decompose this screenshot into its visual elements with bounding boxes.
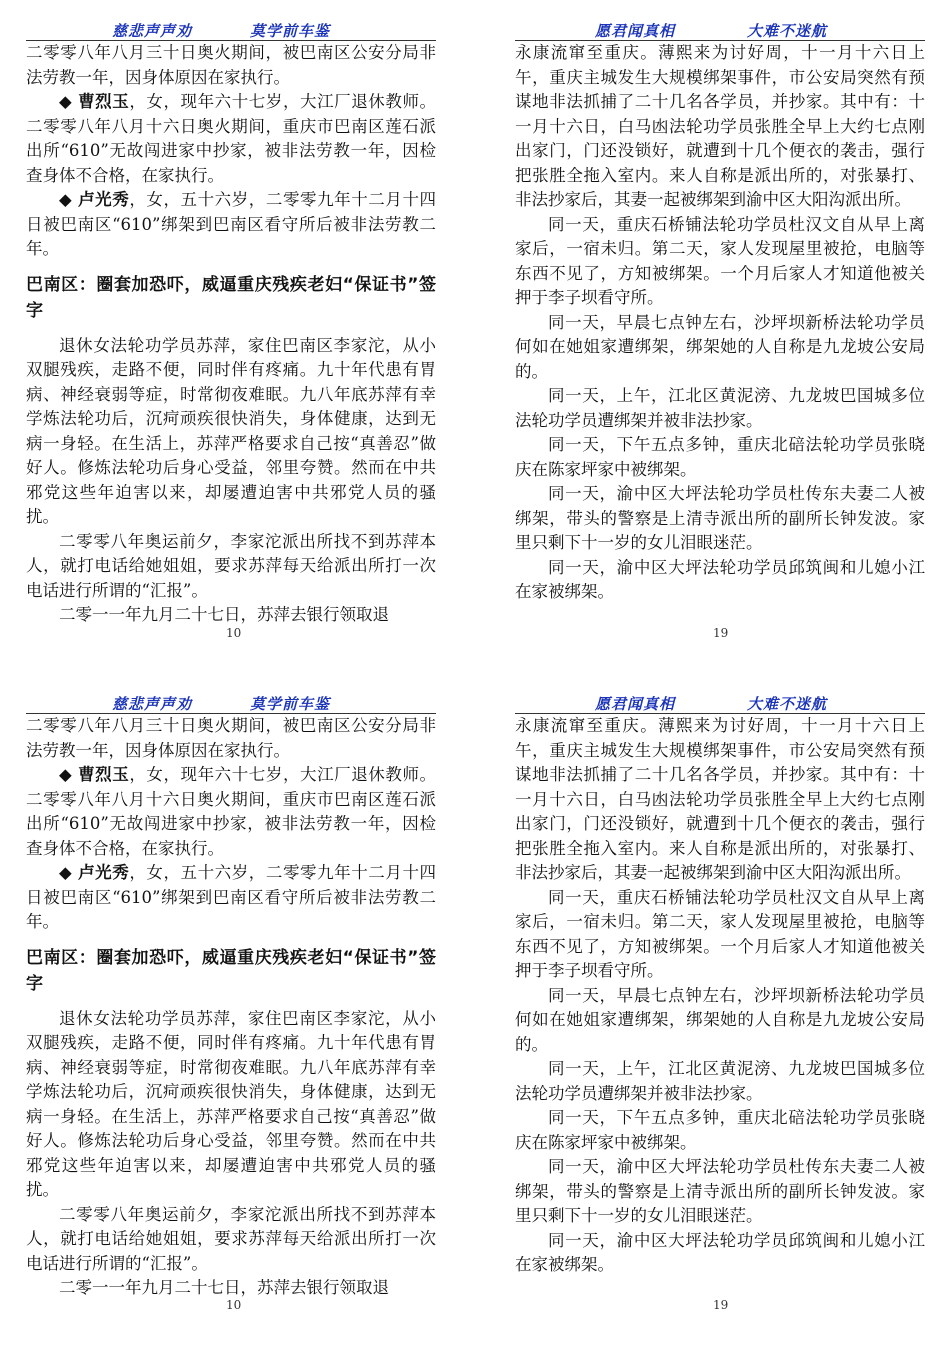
section-heading: 巴南区：圈套加恐吓，威逼重庆残疾老妇“保证书”签字 xyxy=(26,947,436,994)
page-number: 19 xyxy=(713,626,729,640)
page-number: 10 xyxy=(226,1298,242,1312)
paragraph: 同一天，下午五点多钟，重庆北碚法轮功学员张晓庆在陈家坪家中被绑架。 xyxy=(515,435,925,479)
running-header xyxy=(515,18,925,40)
person-name: 曹烈玉 xyxy=(78,765,130,784)
diamond-bullet-icon: ◆ xyxy=(59,765,73,784)
person-name: 曹烈玉 xyxy=(78,92,130,111)
paragraph: 退休女法轮功学员苏萍，家住巴南区李家沱，从小双腿残疾，走路不便，同时伴有疼痛。九十年代患有胃病、神经衰弱等症，时常彻夜难眠。九八年底苏萍有幸学炼法轮功后，沉疴顽疾很快消失，身体健康，达到无病一身轻。在生活上，苏萍严格要求自己按“真善忍”做好人。修炼法轮功后身心受益，邻里夸赞。然而在中共邪党这些年迫害以来，却屡遭迫害中共邪党人员的骚扰。 xyxy=(26,335,436,526)
page-19-bottom xyxy=(515,691,925,1278)
paragraph: 同一天，渝中区大坪法轮功学员杜传东夫妻二人被绑架，带头的警察是上清寺派出所的副所长钟发波。家里只剩下十一岁的女儿泪眼迷茫。 xyxy=(515,484,925,552)
paragraph: 同一天，下午五点多钟，重庆北碚法轮功学员张晓庆在陈家坪家中被绑架。 xyxy=(515,1108,925,1152)
bullet-text: ，女，五十六岁，二零零九年十二月十四日被巴南区“610”绑架到巴南区看守所后被非法劳教二年。 xyxy=(26,190,437,258)
page-10-top xyxy=(26,18,436,628)
page-body xyxy=(26,714,436,1301)
person-name: 卢光秀 xyxy=(78,190,130,209)
paragraph: 二零一一年九月二十七日，苏萍去银行领取退 xyxy=(59,1278,389,1297)
paragraph: 同一天，早晨七点钟左右，沙坪坝新桥法轮功学员何如在她姐家遭绑架，绑架她的人自称是九龙坡公安局的。 xyxy=(515,985,925,1054)
running-header xyxy=(26,691,436,713)
paragraph: 同一天，上午，江北区黄泥滂、九龙坡巴国城多位法轮功学员遭绑架并被非法抄家。 xyxy=(515,1059,925,1103)
page-body xyxy=(515,714,925,1278)
header-left-part1: 慈悲声声劝 xyxy=(112,22,193,40)
paragraph: 同一天，渝中区大坪法轮功学员杜传东夫妻二人被绑架，带头的警察是上清寺派出所的副所长钟发波。家里只剩下十一岁的女儿泪眼迷茫。 xyxy=(515,1157,925,1225)
header-left-part2: 莫学前车鉴 xyxy=(250,22,331,40)
paragraph: 永康流窜至重庆。薄熙来为讨好周，十一月十六日上午，重庆主城发生大规模绑架事件，市公安局突然有预谋地非法抓捕了二十几名各学员，并抄家。其中有：十一月十六日，白马凼法轮功学员张胜全早上大约七点刚出家门，门还没锁好，就遭到十几个便衣的袭击，强行把张胜全拖入室内。来人自称是派出所的，对张暴打、非法抄家后，其妻一起被绑架到渝中区大阳沟派出所。 xyxy=(515,43,925,209)
bullet-text: ，女，现年六十七岁，大江厂退休教师。二零零八年八月十六日奥火期间，重庆市巴南区莲石派出所“610”无故闯进家中抄家，被非法劳教一年，因检查身体不合格，在家执行。 xyxy=(26,765,437,858)
paragraph: 同一天，重庆石桥铺法轮功学员杜汉文自从早上离家后，一宿未归。第二天，家人发现屋里被抢，电脑等东西不见了，方知被绑架。一个月后家人才知道他被关押于李子坝看守所。 xyxy=(515,214,925,307)
page-19-top xyxy=(515,18,925,605)
running-header xyxy=(26,18,436,40)
header-right-part2: 大难不迷航 xyxy=(747,22,828,40)
bullet-item xyxy=(26,90,436,188)
paragraph: 同一天，上午，江北区黄泥滂、九龙坡巴国城多位法轮功学员遭绑架并被非法抄家。 xyxy=(515,386,925,430)
section-heading: 巴南区：圈套加恐吓，威逼重庆残疾老妇“保证书”签字 xyxy=(26,274,436,321)
page-number: 19 xyxy=(713,1298,729,1312)
bullet-text: ，女，现年六十七岁，大江厂退休教师。二零零八年八月十六日奥火期间，重庆市巴南区莲石派出所“610”无故闯进家中抄家，被非法劳教一年，因检查身体不合格，在家执行。 xyxy=(26,92,437,185)
page-number: 10 xyxy=(226,626,242,640)
bullet-item xyxy=(26,763,436,861)
bullet-item xyxy=(26,188,436,262)
header-right-part2: 大难不迷航 xyxy=(747,695,828,713)
paragraph: 同一天，渝中区大坪法轮功学员邱筑闽和儿媳小江在家被绑架。 xyxy=(515,1230,925,1274)
paragraph: 同一天，重庆石桥铺法轮功学员杜汉文自从早上离家后，一宿未归。第二天，家人发现屋里被抢，电脑等东西不见了，方知被绑架。一个月后家人才知道他被关押于李子坝看守所。 xyxy=(515,887,925,980)
page-body xyxy=(26,41,436,628)
bullet-item xyxy=(26,861,436,935)
paragraph: 二零零八年八月三十日奥火期间，被巴南区公安分局非法劳教一年，因身体原因在家执行。 xyxy=(26,716,436,760)
diamond-bullet-icon: ◆ xyxy=(59,92,73,111)
header-right-part1: 愿君闻真相 xyxy=(595,695,676,713)
paragraph: 同一天，早晨七点钟左右，沙坪坝新桥法轮功学员何如在她姐家遭绑架，绑架她的人自称是九龙坡公安局的。 xyxy=(515,312,925,381)
page-body xyxy=(515,41,925,605)
page-10-bottom xyxy=(26,691,436,1301)
person-name: 卢光秀 xyxy=(78,863,130,882)
paragraph: 二零零八年八月三十日奥火期间，被巴南区公安分局非法劳教一年，因身体原因在家执行。 xyxy=(26,43,436,87)
bullet-text: ，女，五十六岁，二零零九年十二月十四日被巴南区“610”绑架到巴南区看守所后被非法劳教二年。 xyxy=(26,863,437,931)
diamond-bullet-icon: ◆ xyxy=(59,863,73,882)
paragraph: 退休女法轮功学员苏萍，家住巴南区李家沱，从小双腿残疾，走路不便，同时伴有疼痛。九十年代患有胃病、神经衰弱等症，时常彻夜难眠。九八年底苏萍有幸学炼法轮功后，沉疴顽疾很快消失，身体健康，达到无病一身轻。在生活上，苏萍严格要求自己按“真善忍”做好人。修炼法轮功后身心受益，邻里夸赞。然而在中共邪党这些年迫害以来，却屡遭迫害中共邪党人员的骚扰。 xyxy=(26,1008,436,1199)
paragraph: 二零一一年九月二十七日，苏萍去银行领取退 xyxy=(59,605,389,624)
paragraph: 同一天，渝中区大坪法轮功学员邱筑闽和儿媳小江在家被绑架。 xyxy=(515,557,925,601)
paragraph: 二零零八年奥运前夕，李家沱派出所找不到苏萍本人，就打电话给她姐姐，要求苏萍每天给派出所打一次电话进行所谓的“汇报”。 xyxy=(26,531,436,600)
header-left-part1: 慈悲声声劝 xyxy=(112,695,193,713)
paragraph: 永康流窜至重庆。薄熙来为讨好周，十一月十六日上午，重庆主城发生大规模绑架事件，市公安局突然有预谋地非法抓捕了二十几名各学员，并抄家。其中有：十一月十六日，白马凼法轮功学员张胜全早上大约七点刚出家门，门还没锁好，就遭到十几个便衣的袭击，强行把张胜全拖入室内。来人自称是派出所的，对张暴打、非法抄家后，其妻一起被绑架到渝中区大阳沟派出所。 xyxy=(515,716,925,882)
header-right-part1: 愿君闻真相 xyxy=(595,22,676,40)
diamond-bullet-icon: ◆ xyxy=(59,190,73,209)
running-header xyxy=(515,691,925,713)
paragraph: 二零零八年奥运前夕，李家沱派出所找不到苏萍本人，就打电话给她姐姐，要求苏萍每天给派出所打一次电话进行所谓的“汇报”。 xyxy=(26,1204,436,1273)
header-left-part2: 莫学前车鉴 xyxy=(250,695,331,713)
